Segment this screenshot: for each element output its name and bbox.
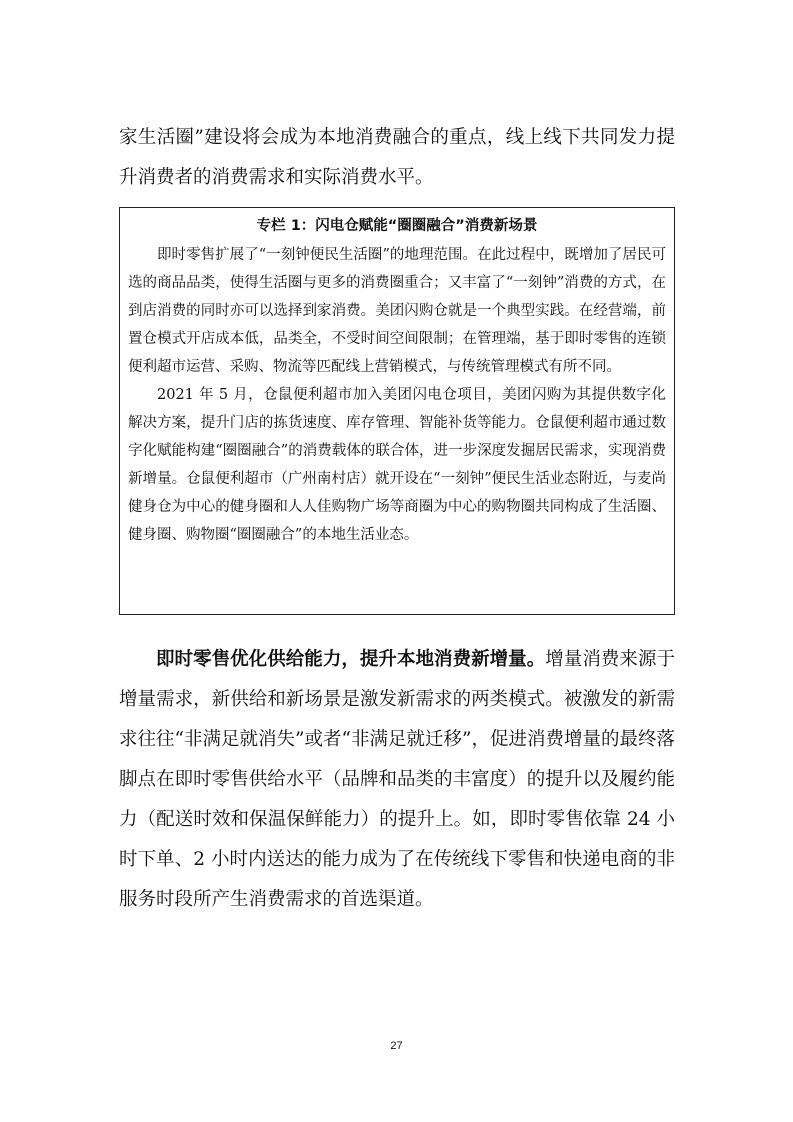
paragraph-bottom-lead: 即时零售优化供给能力，提升本地消费新增量。	[156, 648, 546, 670]
paragraph-bottom	[119, 640, 675, 920]
sidebar-box-paragraph-2: 2021 年 5 月，仓鼠便利超市加入美团闪电仓项目，美团闪购为其提供数字化解决方案，提升门店的拣货速度、库存管理、智能补货等能力。仓鼠便利超市通过数字化赋能构建“圈圈融合”的消费载体的联合体，进一步深度发掘居民需求，实现消费新增量。仓鼠便利超市（广州南村店）就开设在“一刻钟”便民生活业态附近，与麦尚健身仓为中心的健身圈和人人佳购物广场等商圈为中心的购物圈共同构成了生活圈、健身圈、购物圈“圈圈融合”的本地生活业态。	[128, 387, 666, 543]
paragraph-top: 家生活圈”建设将会成为本地消费融合的重点，线上线下共同发力提升消费者的消费需求和实际消费水平。	[119, 126, 675, 188]
sidebar-box-paragraph-1: 即时零售扩展了“一刻钟便民生活圈”的地理范围。在此过程中，既增加了居民可选的商品品类，使得生活圈与更多的消费圈重合；又丰富了“一刻钟”消费的方式，在到店消费的同时亦可以选择到家消费。美团闪购仓就是一个典型实践。在经营端，前置仓模式开店成本低，品类全，不受时间空间限制；在管理端，基于即时零售的连锁便利超市运营、采购、物流等匹配线上营销模式，与传统管理模式有所不同。	[128, 247, 666, 375]
sidebar-box	[119, 207, 675, 615]
paragraph-bottom-text: 增量消费来源于增量需求，新供给和新场景是激发新需求的两类模式。被激发的新需求往往“非满足就消失”或者“非满足就迁移”，促进消费增量的最终落脚点在即时零售供给水平（品牌和品类的丰富度）的提升以及履约能力（配送时效和保温保鲜能力）的提升上。如，即时零售依靠 24 小时下单、2 小时内送达的能力成为了在传统线下零售和快递电商的非服务时段所产生消费需求的首选渠道。	[119, 648, 675, 910]
sidebar-box-title: 专栏 1：闪电仓赋能“圈圈融合”消费新场景	[256, 218, 538, 234]
page-number: 27	[390, 1040, 403, 1052]
